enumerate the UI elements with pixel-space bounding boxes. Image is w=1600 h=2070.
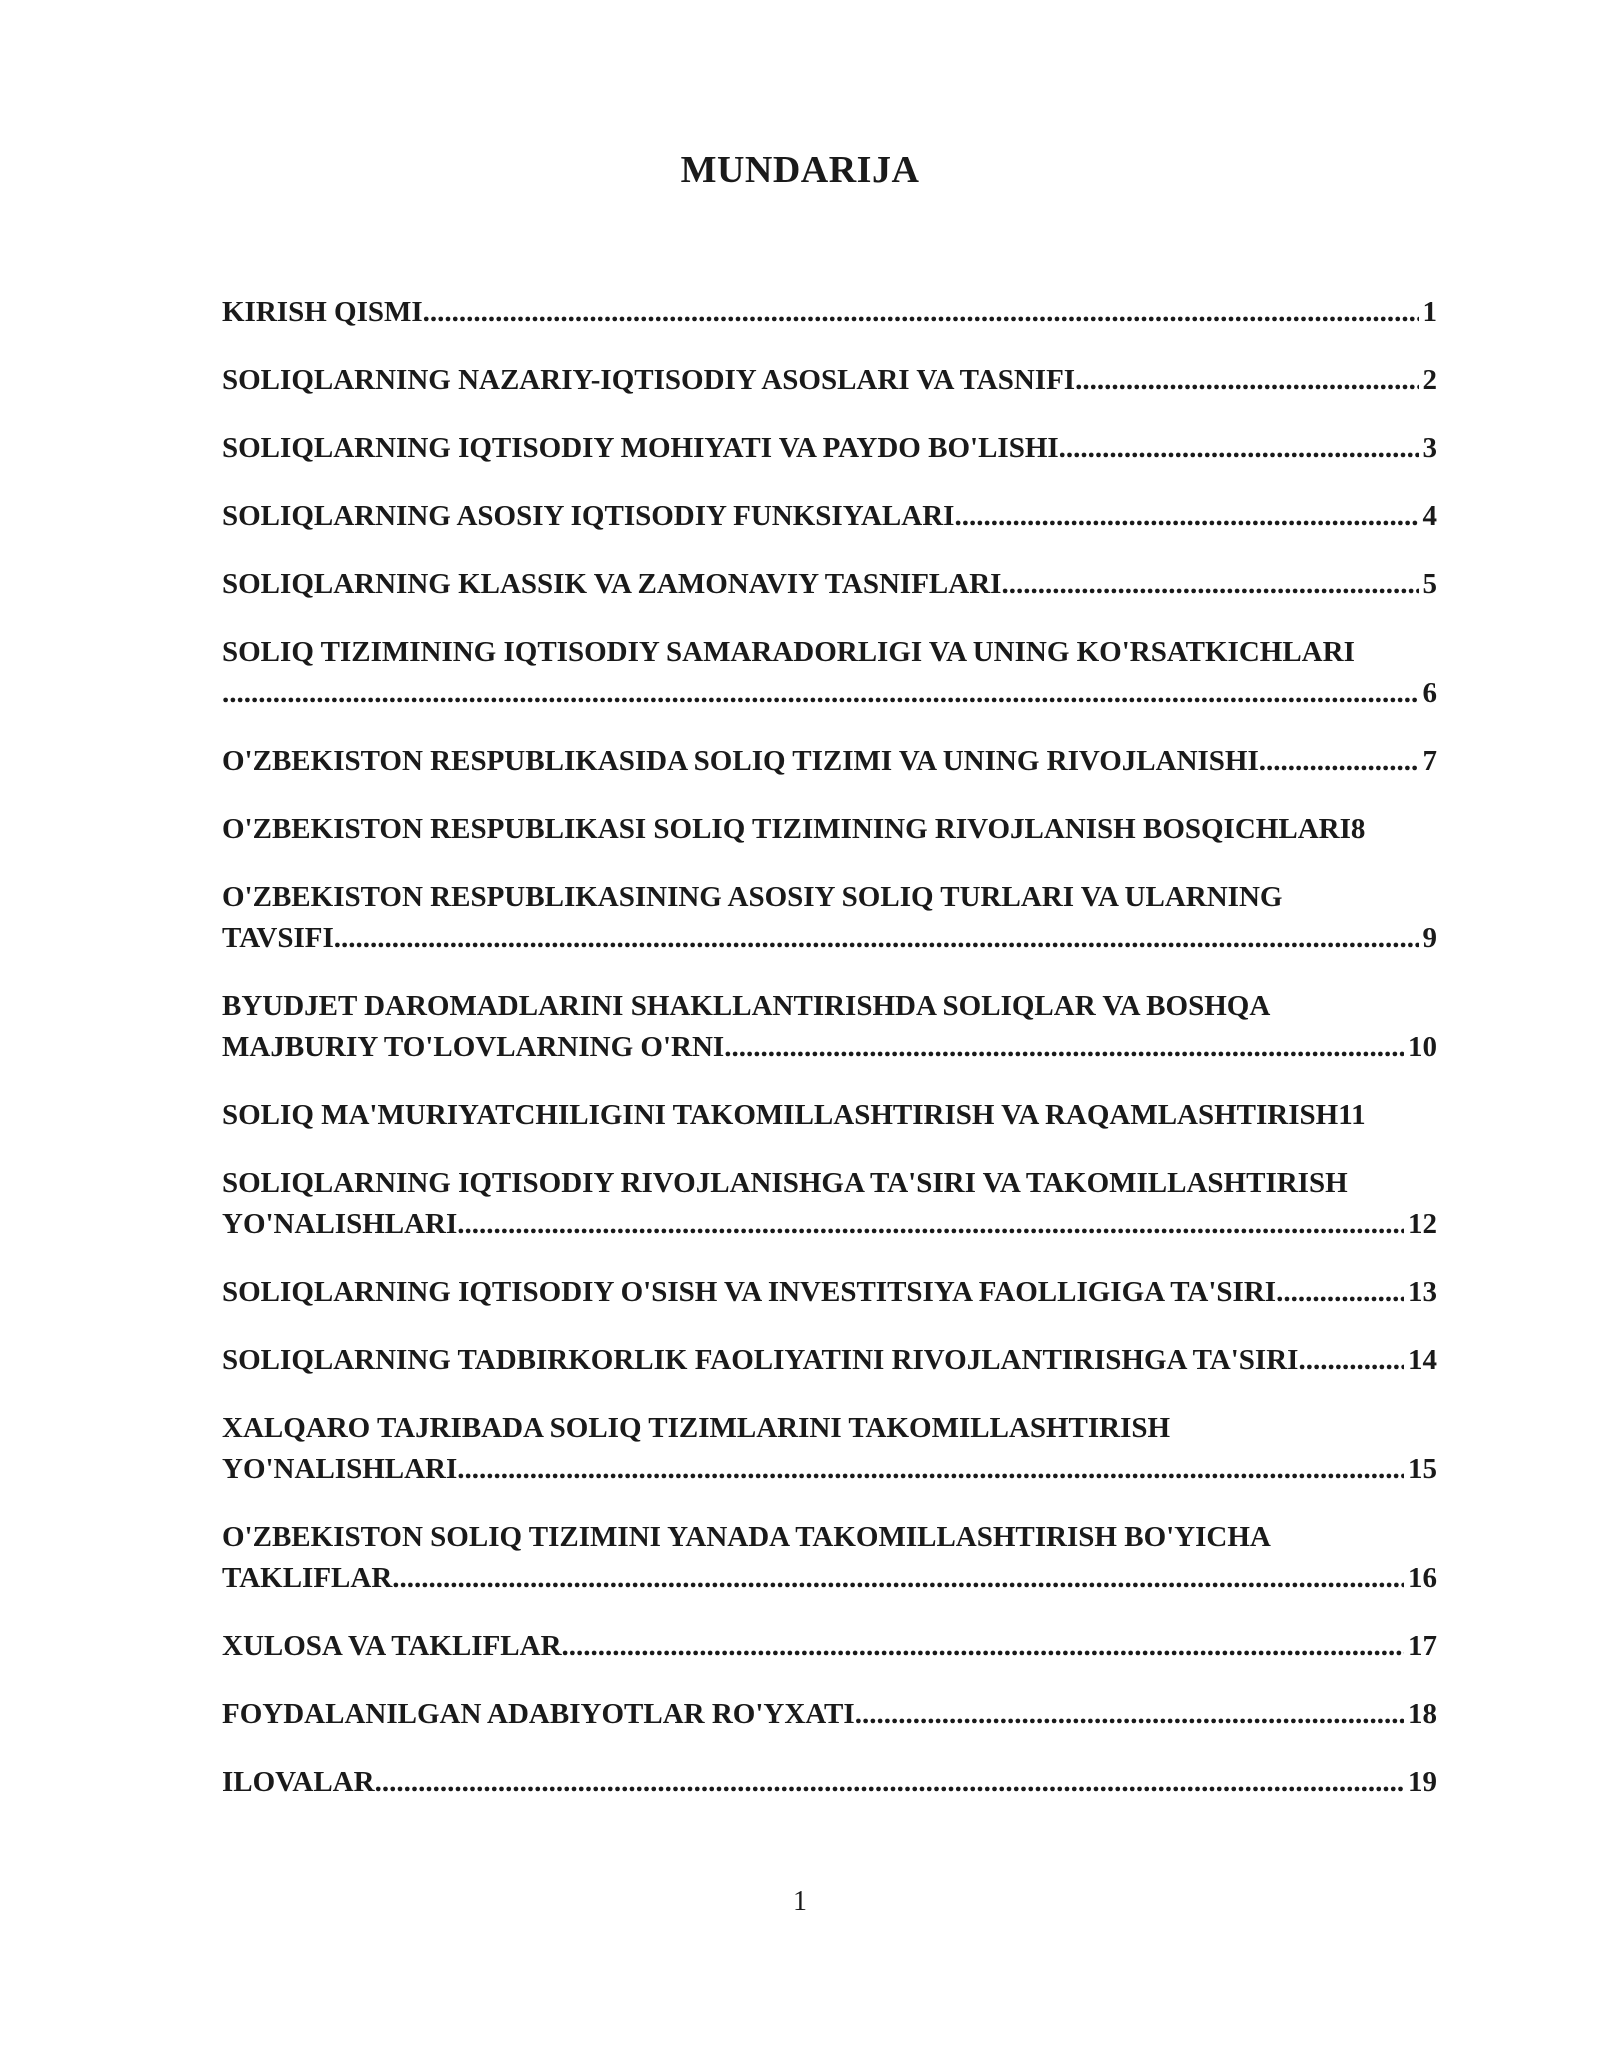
toc-dot-leader	[423, 292, 1419, 333]
toc-entry[interactable]	[222, 1517, 1437, 1599]
toc-entry-title-line2: TAVSIFI	[222, 922, 334, 954]
toc-entry[interactable]	[222, 496, 1437, 537]
toc-entry[interactable]	[222, 564, 1437, 605]
toc-entry-title-line2: MAJBURIY TO'LOVLARNING O'RNI	[222, 1031, 725, 1063]
toc-entry-title: KIRISH QISMI	[222, 296, 423, 328]
toc-entry-page: 16	[1408, 1562, 1437, 1594]
toc-dot-leader	[562, 1626, 1404, 1667]
toc-dot-leader	[855, 1694, 1404, 1735]
toc-entry[interactable]	[222, 1095, 1437, 1136]
toc-entry-title: SOLIQLARNING NAZARIY-IQTISODIY ASOSLARI VA TASNIFI	[222, 364, 1076, 396]
toc-entry-title-line1: BYUDJET DAROMADLARINI SHAKLLANTIRISHDA SOLIQLAR VA BOSHQA	[222, 990, 1271, 1022]
toc-entry-title: SOLIQLARNING IQTISODIY O'SISH VA INVESTITSIYA FAOLLIGIGA TA'SIRI	[222, 1276, 1277, 1308]
toc-entry[interactable]	[222, 428, 1437, 469]
toc-entry-page: 1	[1422, 296, 1437, 328]
toc-entry[interactable]	[222, 632, 1437, 714]
toc-entry-page: 12	[1408, 1208, 1437, 1240]
toc-entry-page: 10	[1408, 1031, 1437, 1063]
table-of-contents	[222, 292, 1437, 1830]
toc-entry[interactable]	[222, 877, 1437, 959]
toc-entry-page: 14	[1408, 1344, 1437, 1376]
toc-entry-title-line1: O'ZBEKISTON RESPUBLIKASINING ASOSIY SOLIQ TURLARI VA ULARNING	[222, 881, 1283, 913]
toc-entry-title-line1: O'ZBEKISTON SOLIQ TIZIMINI YANADA TAKOMILLASHTIRISH BO'YICHA	[222, 1521, 1271, 1553]
toc-dot-leader	[457, 1449, 1404, 1490]
toc-entry[interactable]	[222, 1626, 1437, 1667]
toc-entry[interactable]	[222, 360, 1437, 401]
toc-dot-leader	[375, 1762, 1404, 1803]
toc-entry-title: XULOSA VA TAKLIFLAR	[222, 1630, 562, 1662]
toc-entry[interactable]	[222, 292, 1437, 333]
toc-entry-title: ILOVALAR	[222, 1766, 375, 1798]
toc-entry[interactable]	[222, 741, 1437, 782]
toc-entry-page: 18	[1408, 1698, 1437, 1730]
toc-entry-title-line2: TAKLIFLAR	[222, 1562, 393, 1594]
document-title: MUNDARIJA	[680, 149, 920, 191]
toc-entry-page: 15	[1408, 1453, 1437, 1485]
toc-entry-page: 2	[1422, 364, 1437, 396]
toc-entry-page: 11	[1338, 1099, 1366, 1131]
toc-entry-title-line2: YO'NALISHLARI	[222, 1453, 458, 1485]
toc-entry[interactable]	[222, 1163, 1437, 1245]
toc-entry-page: 19	[1408, 1766, 1437, 1798]
toc-entry-title: SOLIQLARNING KLASSIK VA ZAMONAVIY TASNIFLARI	[222, 568, 1002, 600]
toc-entry[interactable]	[222, 986, 1437, 1068]
toc-entry-title: O'ZBEKISTON RESPUBLIKASI SOLIQ TIZIMINING RIVOJLANISH BOSQICHLARI	[222, 813, 1351, 845]
toc-entry-page: 8	[1350, 813, 1366, 845]
toc-dot-leader	[1298, 1340, 1404, 1381]
toc-dot-leader	[457, 1204, 1404, 1245]
toc-entry-title: SOLIQ MA'MURIYATCHILIGINI TAKOMILLASHTIRISH VA RAQAMLASHTIRISH	[222, 1099, 1339, 1131]
toc-entry[interactable]	[222, 1408, 1437, 1490]
toc-entry-title: SOLIQLARNING TADBIRKORLIK FAOLIYATINI RIVOJLANTIRISHGA TA'SIRI	[222, 1344, 1299, 1376]
toc-dot-leader	[1075, 360, 1418, 401]
toc-entry-page: 7	[1422, 745, 1437, 777]
toc-entry-title: SOLIQLARNING ASOSIY IQTISODIY FUNKSIYALARI	[222, 500, 955, 532]
toc-dot-leader	[1259, 741, 1419, 782]
toc-entry-page: 17	[1408, 1630, 1437, 1662]
toc-dot-leader	[724, 1027, 1404, 1068]
toc-entry-page: 6	[1422, 677, 1437, 709]
toc-entry[interactable]	[222, 1694, 1437, 1735]
toc-dot-leader	[1276, 1272, 1404, 1313]
toc-entry[interactable]	[222, 809, 1437, 850]
toc-entry-page: 4	[1422, 500, 1437, 532]
toc-entry-page: 9	[1422, 922, 1437, 954]
toc-dot-leader	[954, 496, 1418, 537]
toc-entry-title-line1: SOLIQ TIZIMINING IQTISODIY SAMARADORLIGI VA UNING KO'RSATKICHLARI	[222, 636, 1355, 668]
toc-entry-page: 13	[1408, 1276, 1437, 1308]
toc-entry-title: O'ZBEKISTON RESPUBLIKASIDA SOLIQ TIZIMI VA UNING RIVOJLANISHI	[222, 745, 1259, 777]
toc-entry-title-line2: YO'NALISHLARI	[222, 1208, 458, 1240]
page-number: 1	[793, 1886, 807, 1917]
toc-entry-title-line1: XALQARO TAJRIBADA SOLIQ TIZIMLARINI TAKOMILLASHTIRISH	[222, 1412, 1171, 1444]
toc-entry-title-line1: SOLIQLARNING IQTISODIY RIVOJLANISHGA TA'SIRI VA TAKOMILLASHTIRISH	[222, 1167, 1348, 1199]
toc-entry[interactable]	[222, 1762, 1437, 1803]
toc-dot-leader	[392, 1558, 1404, 1599]
toc-dot-leader	[222, 673, 1419, 714]
toc-dot-leader	[1001, 564, 1418, 605]
toc-entry-title: FOYDALANILGAN ADABIYOTLAR RO'YXATI	[222, 1698, 855, 1730]
toc-entry[interactable]	[222, 1272, 1437, 1313]
toc-entry-page: 5	[1422, 568, 1437, 600]
toc-dot-leader	[1059, 428, 1419, 469]
toc-dot-leader	[334, 918, 1419, 959]
toc-entry-title: SOLIQLARNING IQTISODIY MOHIYATI VA PAYDO BO'LISHI	[222, 432, 1059, 464]
toc-entry-page: 3	[1422, 432, 1437, 464]
toc-entry[interactable]	[222, 1340, 1437, 1381]
